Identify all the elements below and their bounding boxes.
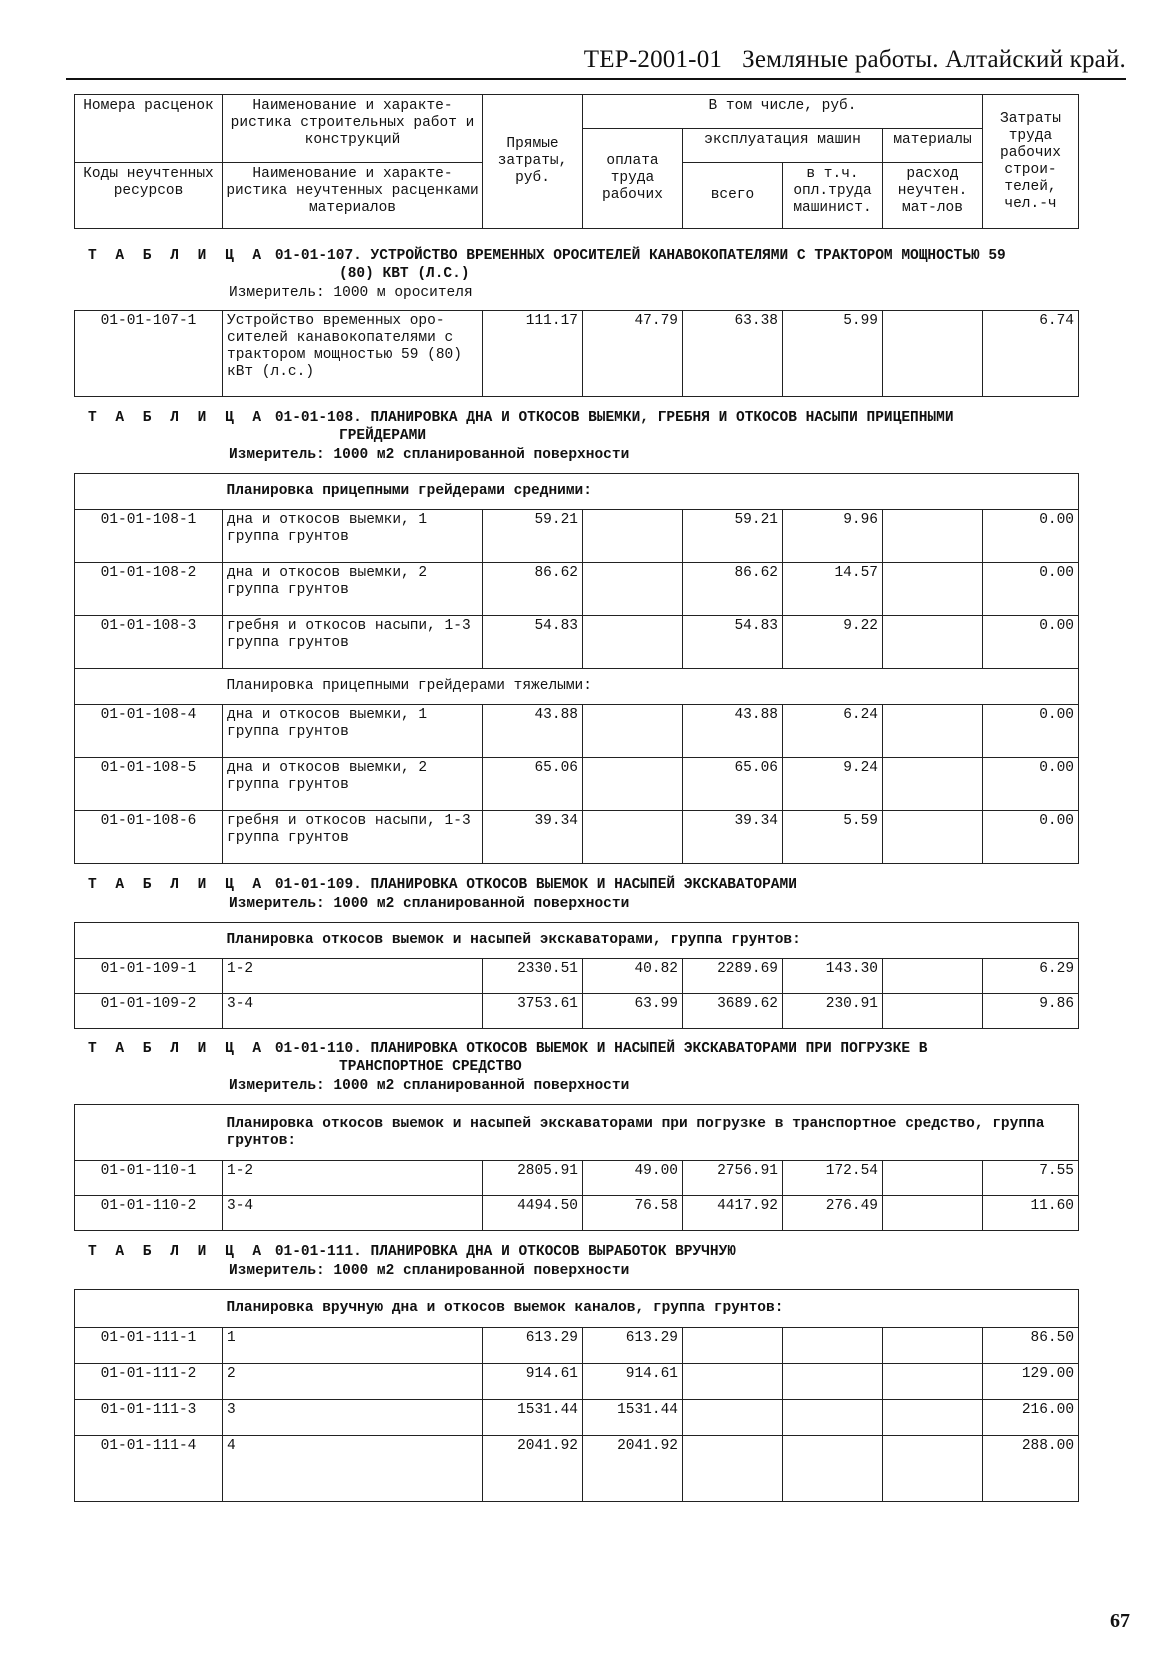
col-resource-codes: Коды неучтенных ресурсов <box>75 163 223 229</box>
table-row: 01-01-109-2 3-4 3753.61 63.99 3689.62 230.91 9.86 <box>75 994 1079 1029</box>
col-unaccounted-materials: Наименование и характе- ристика неучтенных расценками материалов <box>223 163 483 229</box>
table-108-subheading-2: Планировка прицепными грейдерами тяжелыми: <box>223 669 1079 705</box>
col-machinist-pay: в т.ч. опл.труда машинист. <box>783 163 883 229</box>
doc-code: ТЕР-2001-01 <box>583 46 723 73</box>
table-111 <box>74 1289 1079 1502</box>
table-row: 01-01-111-2 2 914.61 914.61 129.00 <box>75 1364 1079 1400</box>
col-machines: эксплуатация машин <box>683 129 883 163</box>
table-108-caption: Т А Б Л И Ц А 01-01-108. ПЛАНИРОВКА ДНА И ОТКОСОВ ВЫЕМКИ, ГРЕБНЯ И ОТКОСОВ НАСЫПИ ПРИЦЕПНЫМИ <box>88 410 954 426</box>
col-machines-total: всего <box>683 163 783 229</box>
table-111-subheading: Планировка вручную дна и откосов выемок каналов, группа грунтов: <box>223 1290 1079 1328</box>
table-110-subheading: Планировка откосов выемок и насыпей экскаваторами при погрузке в транспортное средство, группа грунтов: <box>223 1105 1079 1161</box>
col-material-consumption: расход неучтен. мат-лов <box>883 163 983 229</box>
table-row: 01-01-109-1 1-2 2330.51 40.82 2289.69 143.30 6.29 <box>75 959 1079 994</box>
table-111-caption: Т А Б Л И Ц А 01-01-111. ПЛАНИРОВКА ДНА И ОТКОСОВ ВЫРАБОТОК ВРУЧНУЮ <box>88 1244 737 1260</box>
table-108-caption-cont: ГРЕЙДЕРАМИ <box>339 428 427 444</box>
table-110-measure: Измеритель: 1000 м2 спланированной поверхности <box>229 1078 630 1094</box>
table-row: 01-01-108-4 дна и откосов выемки, 1 группа грунтов 43.88 43.88 6.24 0.00 <box>75 705 1079 758</box>
col-materials: материалы <box>883 129 983 163</box>
table-row: 01-01-111-4 4 2041.92 2041.92 288.00 <box>75 1436 1079 1502</box>
table-row: 01-01-110-1 1-2 2805.91 49.00 2756.91 172.54 7.55 <box>75 1161 1079 1196</box>
table-107-caption-cont: (80) КВТ (Л.С.) <box>339 266 470 282</box>
col-including: В том числе, руб. <box>583 95 983 129</box>
table-row: 01-01-108-5 дна и откосов выемки, 2 группа грунтов 65.06 65.06 9.24 0.00 <box>75 758 1079 811</box>
table-row: 01-01-107-1 Устройство временных оро- сителей канавокопателями с трактором мощностью 59 (80) кВт (л.с.) 111.17 47.79 63.38 5.99 6.74 <box>75 311 1079 397</box>
doc-title: Земляные работы. Алтайский край. <box>742 46 1126 73</box>
table-110-caption-cont: ТРАНСПОРТНОЕ СРЕДСТВО <box>339 1059 522 1075</box>
table-110 <box>74 1104 1079 1231</box>
table-109 <box>74 922 1079 1029</box>
table-107-measure: Измеритель: 1000 м оросителя <box>229 285 473 301</box>
table-109-caption: Т А Б Л И Ц А 01-01-109. ПЛАНИРОВКА ОТКОСОВ ВЫЕМОК И НАСЫПЕЙ ЭКСКАВАТОРАМИ <box>88 877 797 893</box>
col-direct-costs: Прямые затраты, руб. <box>483 95 583 229</box>
col-labor: Затраты труда рабочих строи- телей, чел.-ч <box>983 95 1079 229</box>
table-row: 01-01-108-3 гребня и откосов насыпи, 1-3 группа грунтов 54.83 54.83 9.22 0.00 <box>75 616 1079 669</box>
col-pay: оплата труда рабочих <box>583 129 683 229</box>
page-number: 67 <box>1110 1610 1130 1632</box>
table-108-subheading-1: Планировка прицепными грейдерами средними: <box>223 474 1079 510</box>
table-row: 01-01-110-2 3-4 4494.50 76.58 4417.92 276.49 11.60 <box>75 1196 1079 1231</box>
table-row: 01-01-108-1 дна и откосов выемки, 1 группа грунтов 59.21 59.21 9.96 0.00 <box>75 510 1079 563</box>
table-row: 01-01-111-3 3 1531.44 1531.44 216.00 <box>75 1400 1079 1436</box>
page-header <box>66 44 1126 80</box>
table-row: 01-01-108-2 дна и откосов выемки, 2 группа грунтов 86.62 86.62 14.57 0.00 <box>75 563 1079 616</box>
table-111-measure: Измеритель: 1000 м2 спланированной поверхности <box>229 1263 630 1279</box>
table-109-measure: Измеритель: 1000 м2 спланированной поверхности <box>229 896 630 912</box>
table-row: 01-01-108-6 гребня и откосов насыпи, 1-3 группа грунтов 39.34 39.34 5.59 0.00 <box>75 811 1079 864</box>
table-108-measure: Измеритель: 1000 м2 спланированной поверхности <box>229 447 630 463</box>
table-107-caption: Т А Б Л И Ц А 01-01-107. УСТРОЙСТВО ВРЕМЕННЫХ ОРОСИТЕЛЕЙ КАНАВОКОПАТЕЛЯМИ С ТРАКТОРОМ МОЩНОСТЬЮ 59 <box>88 248 1006 264</box>
table-107 <box>74 310 1079 397</box>
table-110-caption: Т А Б Л И Ц А 01-01-110. ПЛАНИРОВКА ОТКОСОВ ВЫЕМОК И НАСЫПЕЙ ЭКСКАВАТОРАМИ ПРИ ПОГРУЗКЕ В <box>88 1041 928 1057</box>
column-header-table <box>74 94 1079 229</box>
col-work-name: Наименование и характе- ристика строительных работ и конструкций <box>223 95 483 163</box>
table-108 <box>74 473 1079 864</box>
col-rate-numbers: Номера расценок <box>75 95 223 163</box>
table-109-subheading: Планировка откосов выемок и насыпей экскаваторами, группа грунтов: <box>223 923 1079 959</box>
table-row: 01-01-111-1 1 613.29 613.29 86.50 <box>75 1328 1079 1364</box>
